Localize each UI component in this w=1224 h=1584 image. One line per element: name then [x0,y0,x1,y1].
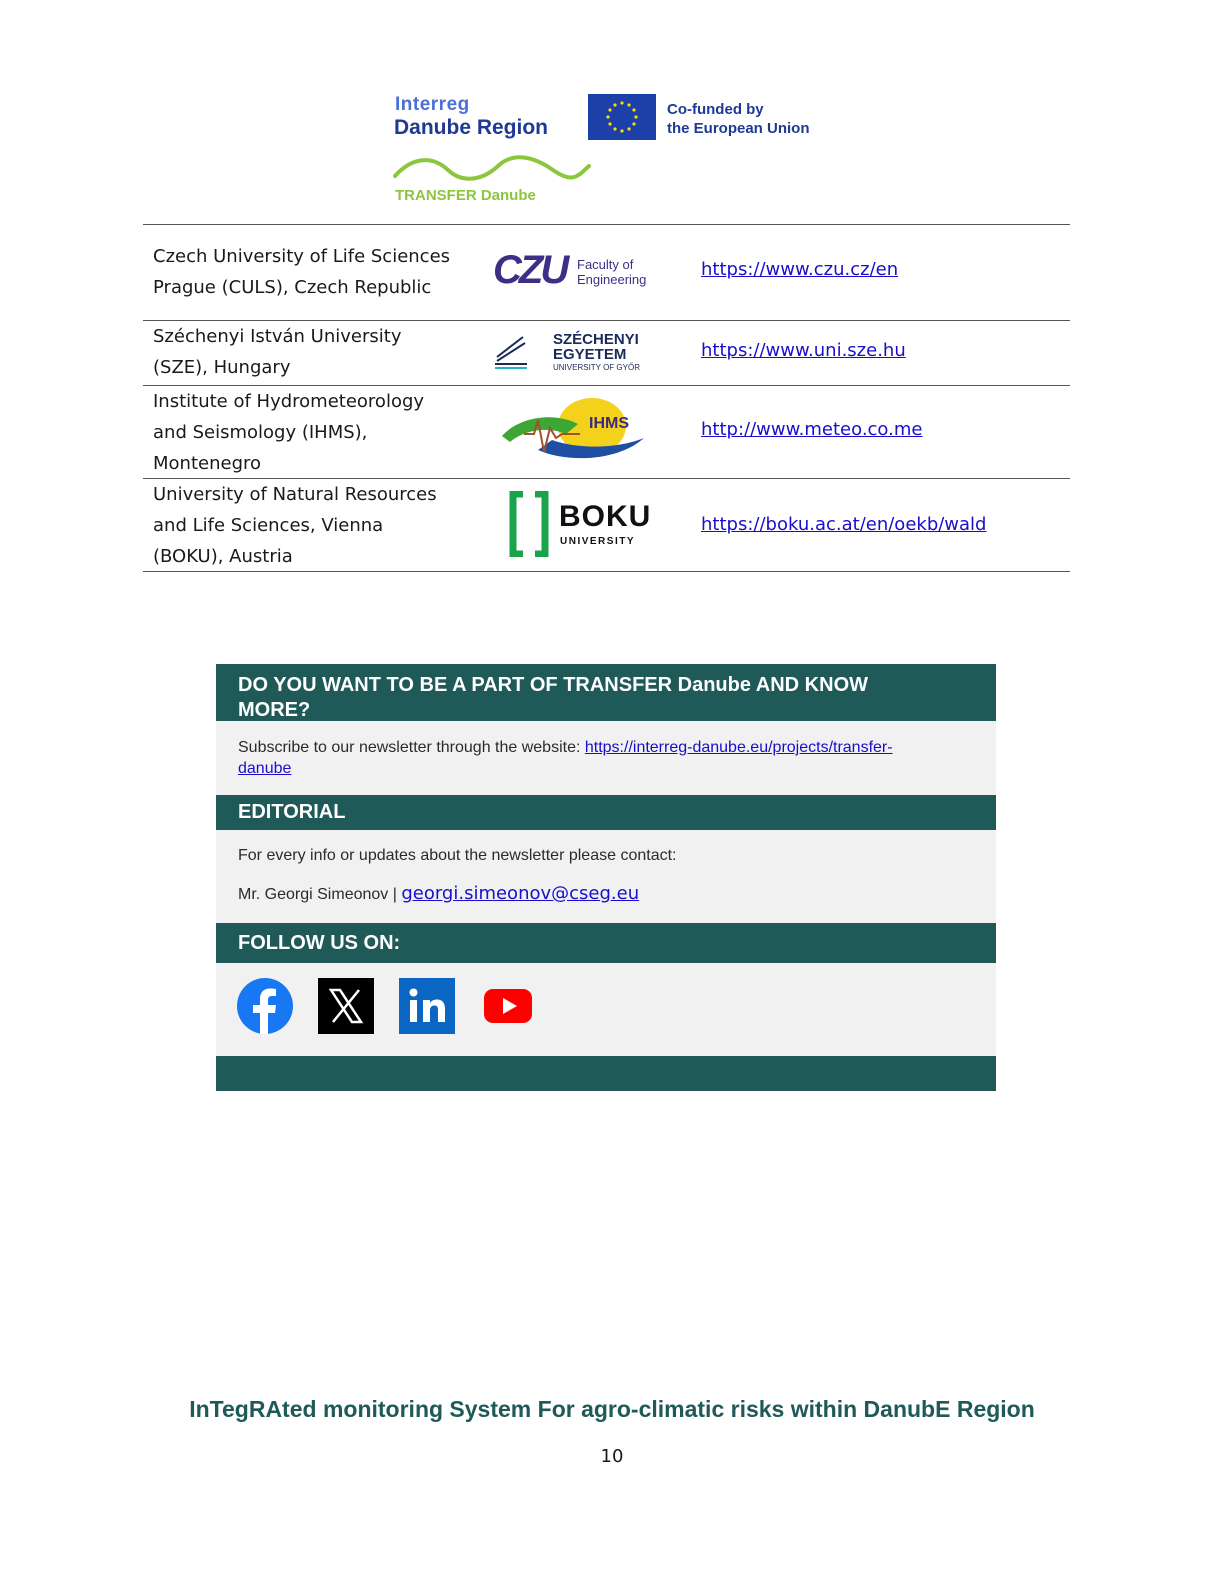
partner-name: Czech University of Life Sciences Prague (CULS), Czech Republic [153,246,451,298]
header-logos [393,92,833,207]
facebook-icon[interactable] [237,978,293,1034]
czu-website-link[interactable]: https://www.czu.cz/en [701,259,899,280]
editorial-section [216,830,996,923]
boku-website-link[interactable]: https://boku.ac.at/en/oekb/wald [701,514,987,535]
transfer-wave-icon [393,154,593,182]
youtube-icon[interactable] [480,978,536,1034]
sze-website-link[interactable]: https://www.uni.sze.hu [701,340,906,361]
follow-heading: FOLLOW US ON: [216,923,996,963]
x-icon[interactable] [318,978,374,1034]
subscribe-link[interactable]: https://interreg-danube.eu/projects/transfer- [584,739,893,756]
table-row [143,386,1070,479]
footer-title: InTegRAted monitoring System For agro-climatic risks within DanubE Region [189,1396,1035,1422]
czu-logo-text: CZU [493,248,567,292]
subscribe-link-continued[interactable]: danube [238,760,292,777]
table-row [143,225,1070,321]
partner-name: University of Natural Resources and Life Sciences, Vienna (BOKU), Austria [153,484,437,567]
page-number: 10 [600,1446,624,1467]
subscribe-section [216,721,996,795]
eu-cofunded-text: Co-funded by the European Union [667,101,810,137]
sze-emblem-icon [493,333,529,369]
table-row [143,321,1070,386]
linkedin-icon[interactable] [399,978,455,1034]
transfer-danube-logo-text: TRANSFER Danube [395,187,536,204]
sze-logo: SZÉCHENYI EGYETEM UNIVERSITY OF GYŐR [493,331,663,375]
contact-email-link[interactable]: georgi.simeonov@cseg.eu [401,883,640,904]
boku-bracket-icon [509,491,549,557]
ihms-website-link[interactable]: http://www.meteo.co.me [701,419,923,440]
newsletter-box [216,664,996,1091]
partner-name: Széchenyi István University (SZE), Hungary [153,326,402,378]
newsletter-footer-bar [216,1056,996,1091]
contact-line [238,881,974,908]
czu-logo: CZU Faculty of Engineering [493,248,647,292]
interreg-logo-subtext: Danube Region [394,116,549,139]
table-row [143,479,1070,572]
partner-name: Institute of Hydrometeorology and Seismology (IHMS), Montenegro [153,391,425,474]
partners-table [143,224,1070,572]
interreg-logo-text: Interreg [395,94,470,115]
join-heading: DO YOU WANT TO BE A PART OF TRANSFER Danube AND KNOW MORE? [216,664,996,721]
editorial-text: For every info or updates about the newsletter please contact: [238,847,677,864]
subscribe-text: Subscribe to our newsletter through the website: [238,739,585,756]
social-icons [237,978,557,1034]
ihms-logo: IHMS [500,394,646,466]
contact-name: Mr. Georgi Simeonov | [238,886,402,903]
boku-logo: BOKU UNIVERSITY [509,491,649,557]
social-section [216,963,996,1056]
eu-flag-icon [588,94,656,140]
editorial-heading: EDITORIAL [216,795,996,830]
